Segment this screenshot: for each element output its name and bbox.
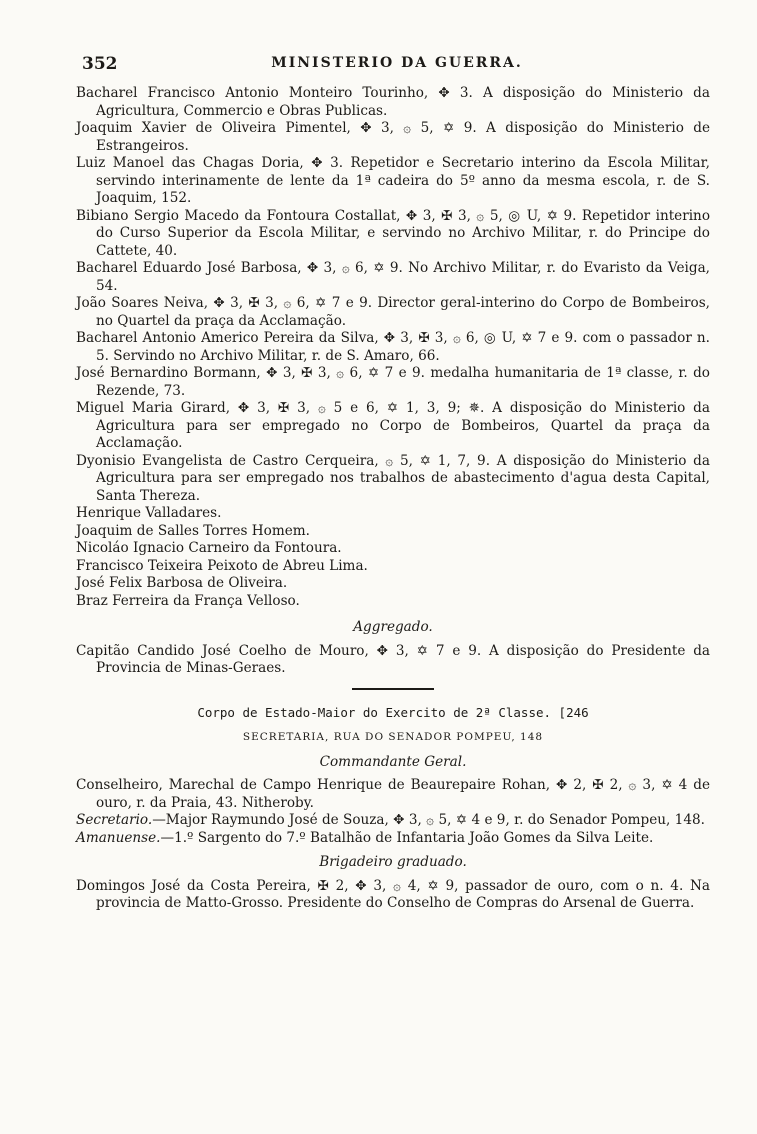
corpo-title: Corpo de Estado-Maior do Exercito de 2ª Classe. [246 (197, 704, 589, 720)
list-item: João Soares Neiva, ✥ 3, ✠ 3, ۞ 6, ✡ 7 e 9. Director geral-interino do Corpo de Bombeiros, no Quartel da praça da Acclamação. (76, 295, 710, 329)
role-text: —Major Raymundo José de Souza, ✥ 3, ۞ 5, ✡ 4 e 9, r. do Senador Pompeu, 148. (152, 812, 705, 828)
secretaria-address: SECRETARIA, RUA DO SENADOR POMPEU, 148 (242, 731, 544, 743)
list-item: José Felix Barbosa de Oliveira. (76, 575, 288, 591)
list-item: Joaquim Xavier de Oliveira Pimentel, ✥ 3, ۞ 5, ✡ 9. A disposição do Ministerio de Estrangeiros. (76, 120, 710, 154)
section-heading-commandante: Commandante Geral. (319, 753, 467, 770)
list-item: Capitão Candido José Coelho de Mouro, ✥ 3, ✡ 7 e 9. A disposição do Presidente da Provincia de Minas-Geraes. (76, 642, 710, 676)
list-item: Francisco Teixeira Peixoto de Abreu Lima. (76, 557, 368, 574)
entries-list (76, 85, 710, 913)
page-title: MINISTERIO DA GUERRA. (271, 55, 523, 71)
list-item: Nicoláo Ignacio Carneiro da Fontoura. (76, 540, 342, 556)
list-item: Dyonisio Evangelista de Castro Cerqueira, ۞ 5, ✡ 1, 7, 9. A disposição do Ministerio da Agricultura para ser empregado nos trabalhos de abastecimento d'agua desta Capital, Santa Thereza. (76, 452, 710, 504)
list-item: Miguel Maria Girard, ✥ 3, ✠ 3, ۞ 5 e 6, ✡ 1, 3, 9; ✵. A disposição do Ministerio da Agricultura para ser empregado no Corpo de Bombeiros, Quartel da praça da Acclamação. (76, 400, 710, 451)
list-item-amanuense (76, 830, 710, 848)
list-item: Conselheiro, Marechal de Campo Henrique de Beaurepaire Rohan, ✥ 2, ✠ 2, ۞ 3, ✡ 4 de ouro, r. da Praia, 43. Nitheroby. (76, 777, 710, 811)
list-item: Braz Ferreira da França Velloso. (76, 592, 300, 609)
role-label: Secretario. (76, 812, 153, 828)
list-item: Bacharel Antonio Americo Pereira da Silva, ✥ 3, ✠ 3, ۞ 6, ◎ U, ✡ 7 e 9. com o passador n. 5. Servindo no Archivo Militar, r. de S. Amaro, 66. (76, 330, 710, 364)
list-item: Domingos José da Costa Pereira, ✠ 2, ✥ 3, ۞ 4, ✡ 9, passador de ouro, com o n. 4. Na provincia de Matto-Grosso. Presidente do Conselho de Compras do Arsenal de Guerra. (76, 877, 710, 911)
list-item: Luiz Manoel das Chagas Doria, ✥ 3. Repetidor e Secretario interino da Escola Militar, servindo interinamente de lente da 1ª cadeira do 5º anno da mesma escola, r. de S. Joaquim, 152. (76, 155, 710, 206)
list-item: Bacharel Francisco Antonio Monteiro Tourinho, ✥ 3. A disposição do Ministerio da Agricultura, Commercio e Obras Publicas. (76, 85, 710, 119)
section-divider (352, 688, 434, 690)
role-text: —1.º Sargento do 7.º Batalhão de Infantaria João Gomes da Silva Leite. (160, 829, 654, 846)
list-item: Henrique Valladares. (76, 505, 222, 521)
role-label: Amanuense. (76, 829, 161, 846)
section-heading-aggregado: Aggregado. (353, 619, 433, 635)
list-item: José Bernardino Bormann, ✥ 3, ✠ 3, ۞ 6, ✡ 7 e 9. medalha humanitaria de 1ª classe, r. do Rezende, 73. (76, 365, 710, 399)
page-header (82, 54, 712, 78)
list-item: Bibiano Sergio Macedo da Fontoura Costallat, ✥ 3, ✠ 3, ۞ 5, ◎ U, ✡ 9. Repetidor interino do Curso Superior da Escola Militar, e servindo no Archivo Militar, r. do Principe do Cattete, 40. (76, 207, 710, 259)
list-item: Bacharel Eduardo José Barbosa, ✥ 3, ۞ 6, ✡ 9. No Archivo Militar, r. do Evaristo da Veiga, 54. (76, 260, 710, 294)
section-heading-brigadeiro: Brigadeiro graduado. (319, 854, 467, 870)
list-item: Joaquim de Salles Torres Homem. (76, 522, 310, 539)
list-item-secretario (76, 812, 710, 830)
page-number: 352 (82, 54, 118, 74)
